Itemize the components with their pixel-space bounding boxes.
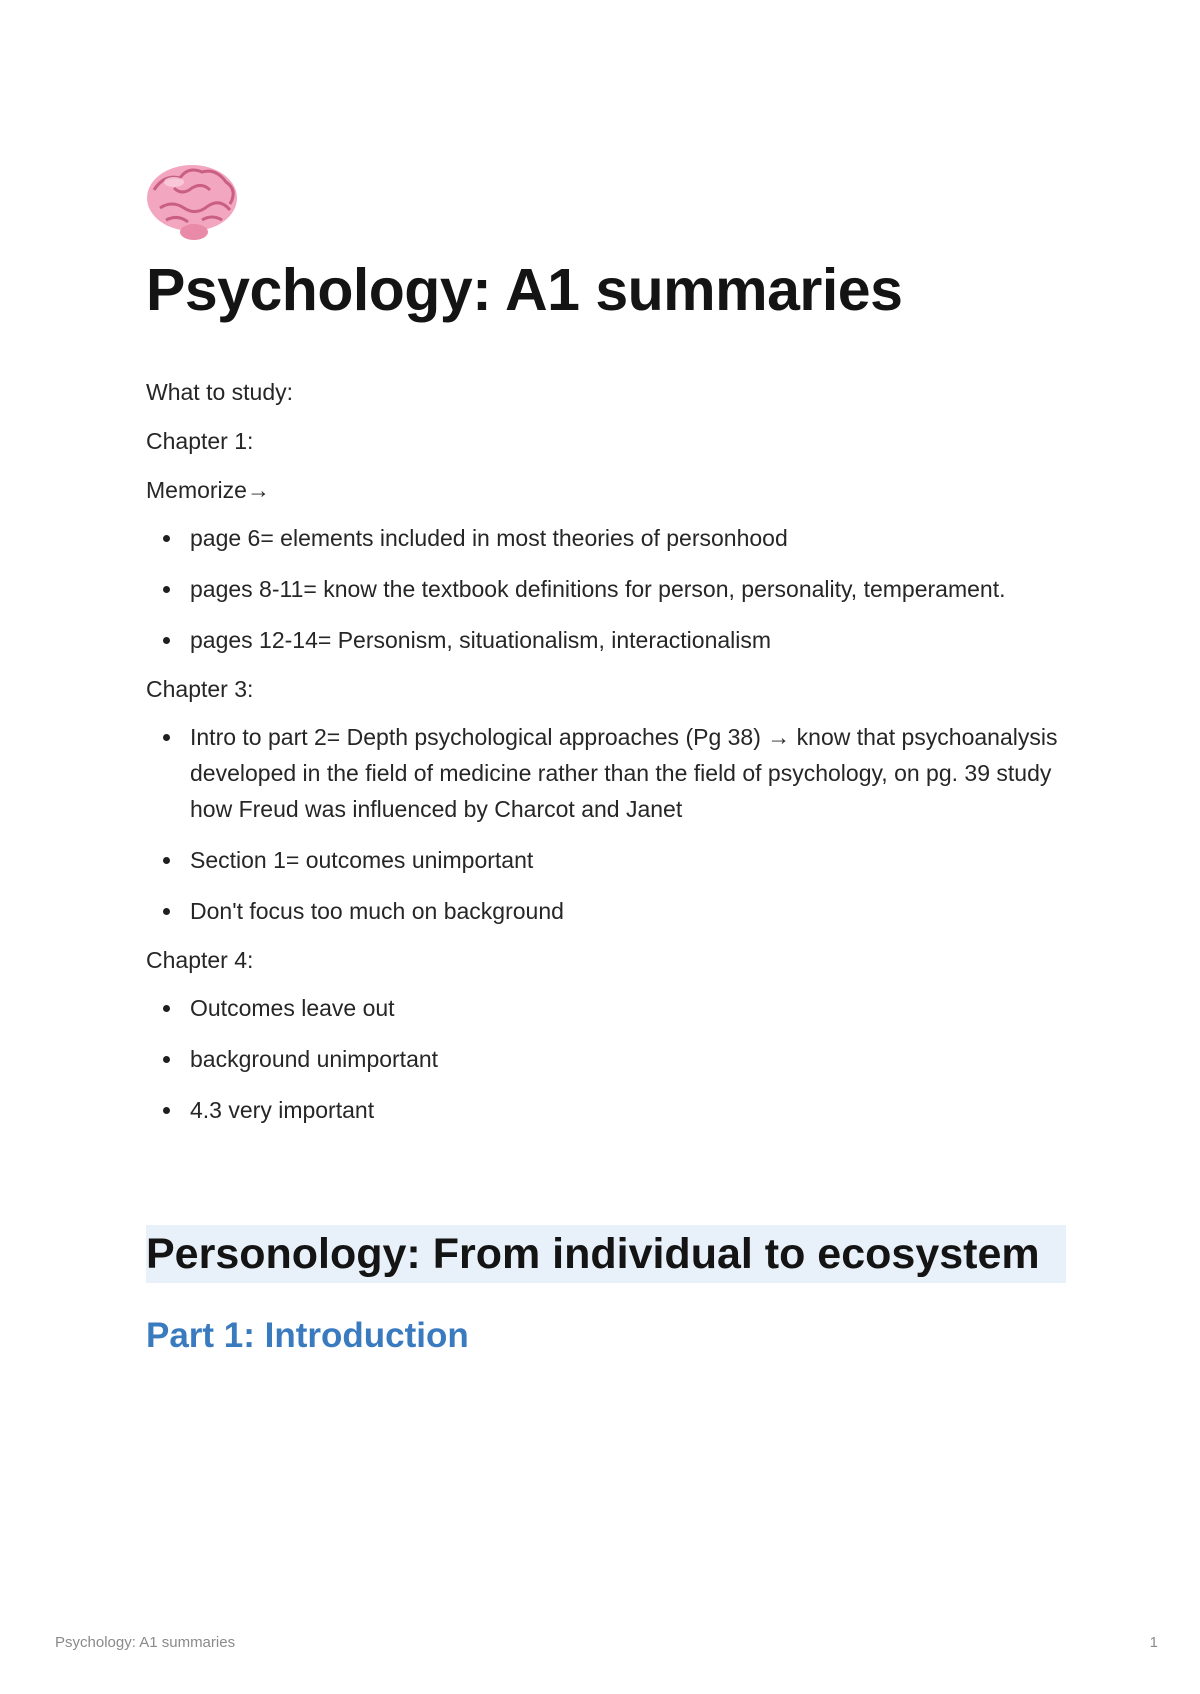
chapter-1-list [146, 520, 1066, 658]
intro-text: What to study: [146, 379, 294, 405]
list-item: page 6= elements included in most theories of personhood [190, 520, 1066, 556]
list-item: Intro to part 2= Depth psychological approaches (Pg 38) → know that psychoanalysis developed in the field of medicine rather than the field of psychology, on pg. 39 study how Freud was influenced by Charcot and Janet [190, 719, 1066, 827]
part-heading: Part 1: Introduction [146, 1316, 469, 1355]
memorize-label: Memorize→ [146, 477, 270, 503]
list-item: Outcomes leave out [190, 990, 1066, 1026]
chapter-3-heading: Chapter 3: [146, 676, 254, 702]
brain-icon [144, 160, 240, 242]
list-item: Don't focus too much on background [190, 893, 1066, 929]
chapter-1-heading: Chapter 1: [146, 428, 254, 454]
chapter-4-heading: Chapter 4: [146, 947, 254, 973]
list-item: pages 8-11= know the textbook definitions for person, personality, temperament. [190, 571, 1066, 607]
list-item: background unimportant [190, 1041, 1066, 1077]
list-item: Section 1= outcomes unimportant [190, 842, 1066, 878]
footer-doc-name: Psychology: A1 summaries [55, 1634, 236, 1651]
footer-page-number: 1 [1149, 1634, 1158, 1651]
list-item: 4.3 very important [190, 1092, 1066, 1128]
page-title: Psychology: A1 summaries [146, 257, 903, 323]
chapter-4-list [146, 990, 1066, 1128]
section-heading: Personology: From individual to ecosystem [146, 1230, 1040, 1278]
section-highlight [146, 1225, 1066, 1283]
list-item: pages 12-14= Personism, situationalism, interactionalism [190, 622, 1066, 658]
page-content [146, 160, 1066, 1359]
chapter-3-list [146, 719, 1066, 929]
